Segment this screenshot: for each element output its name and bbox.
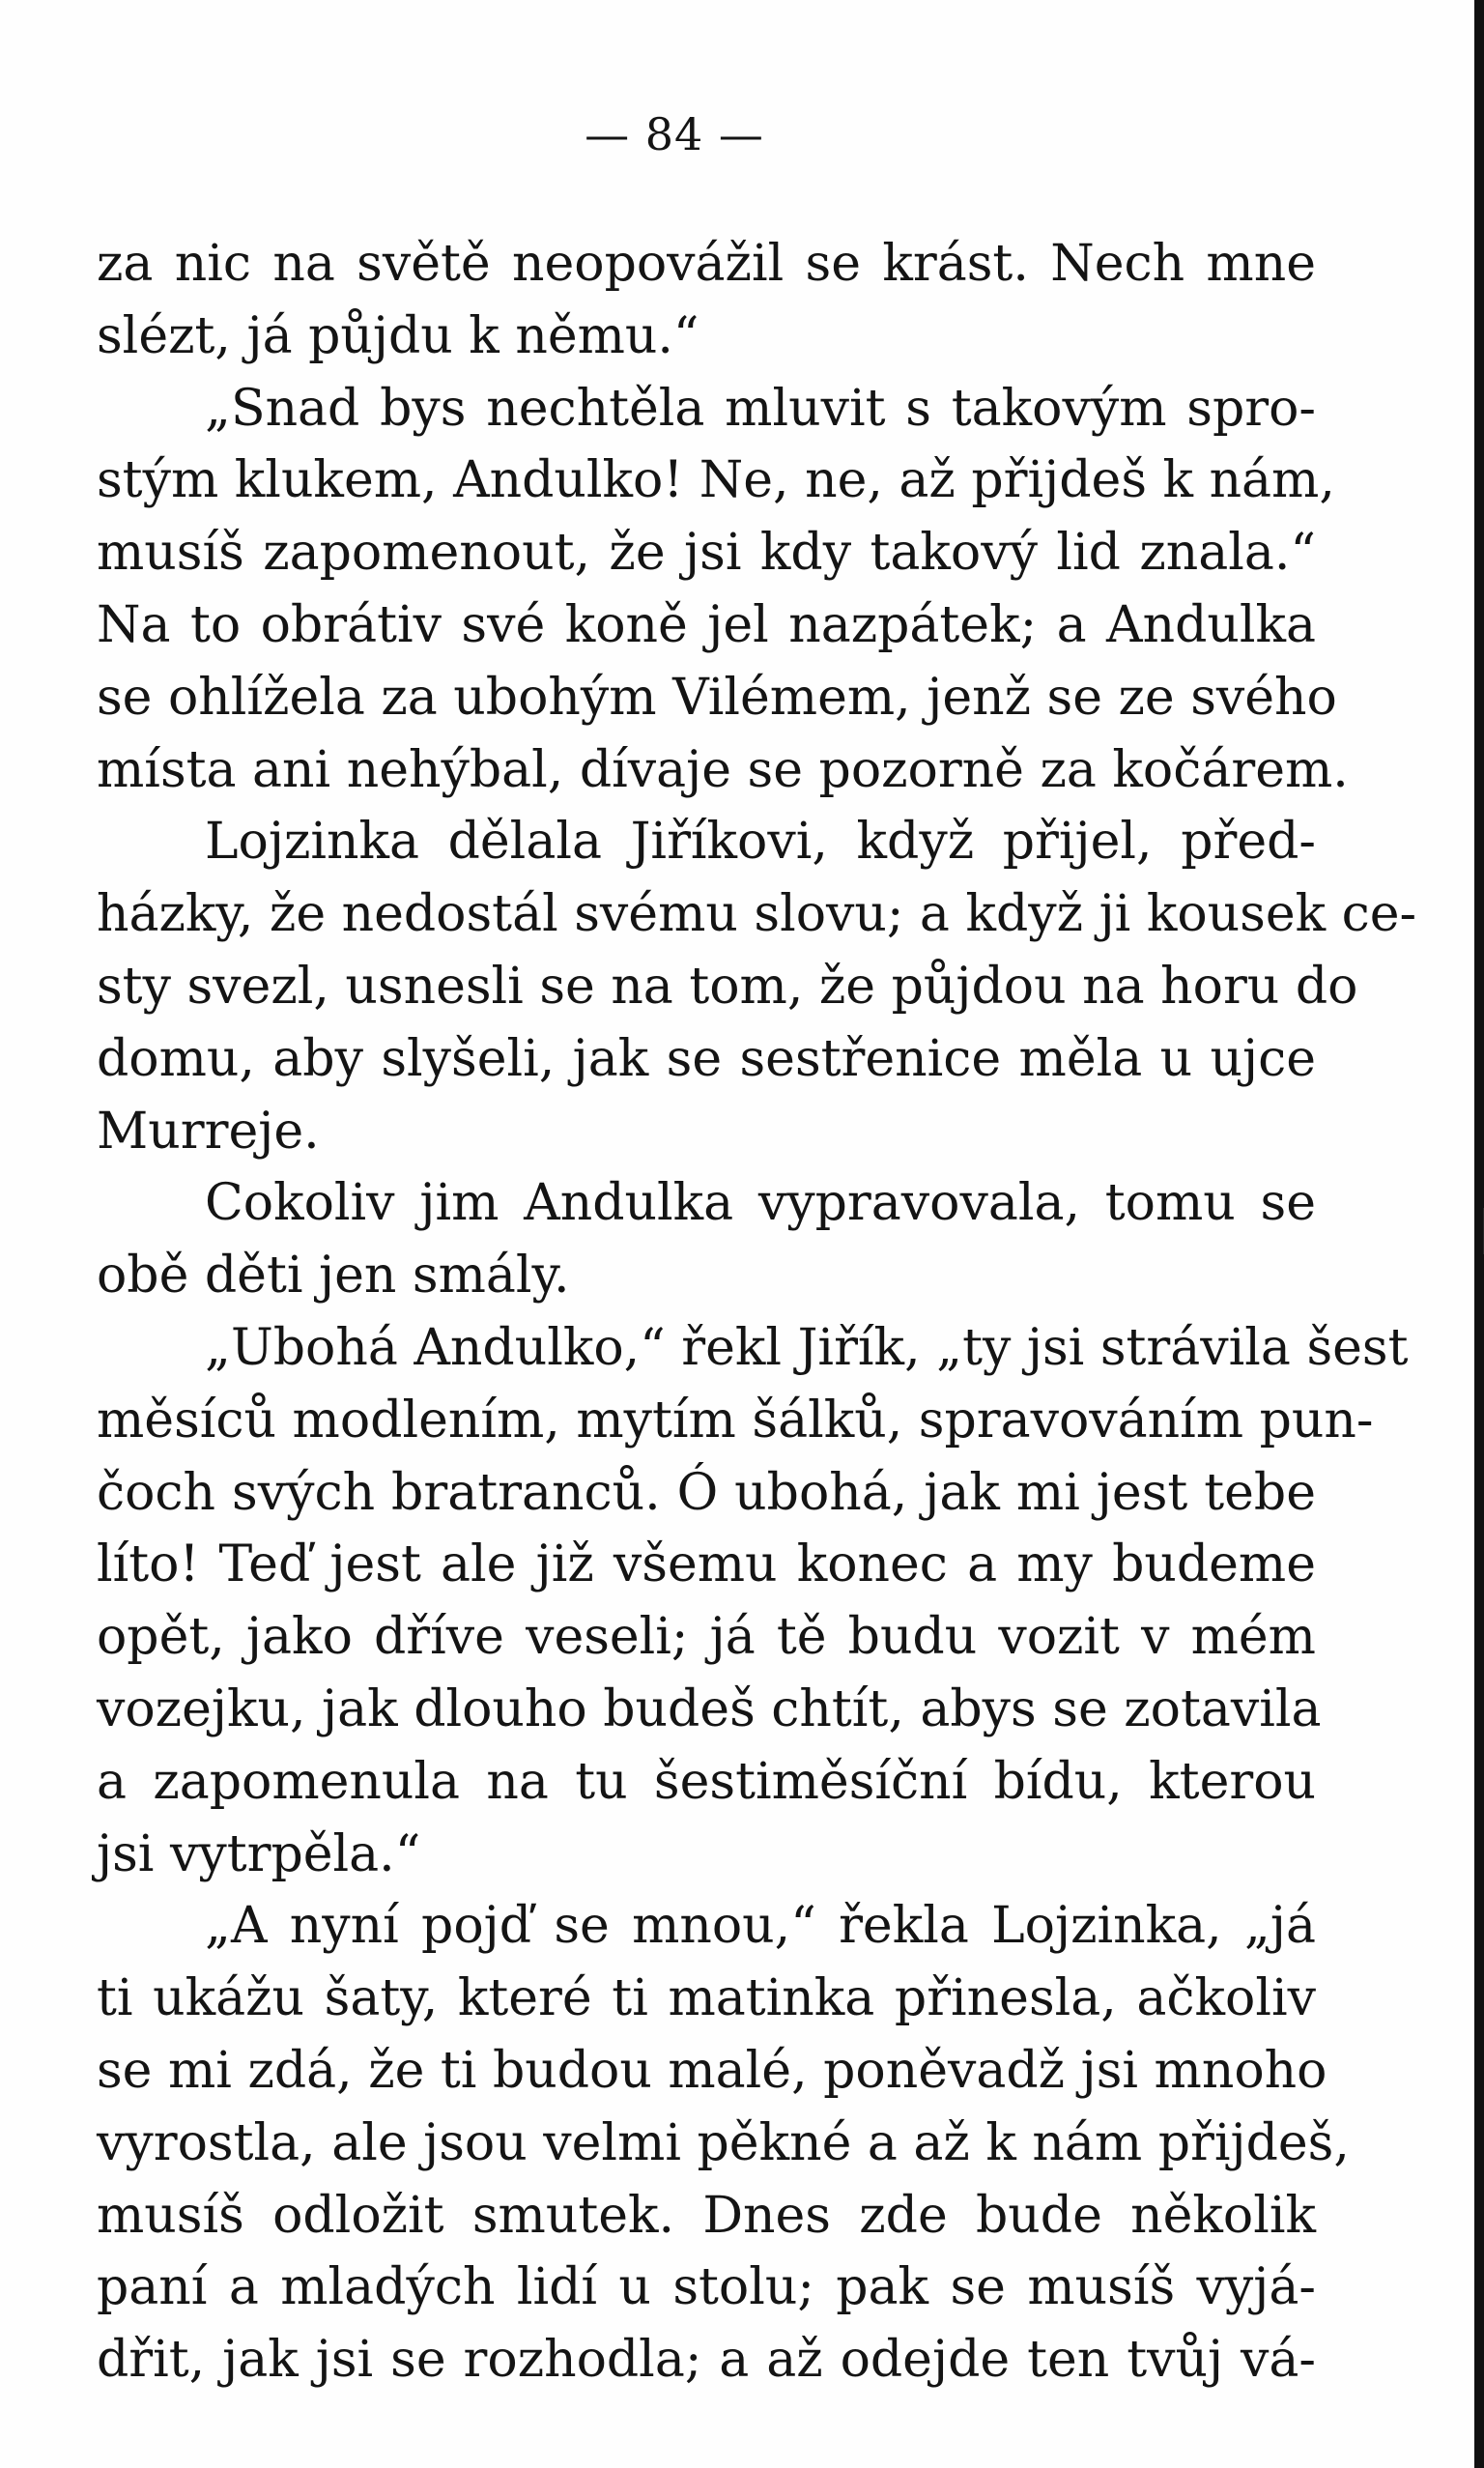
text-line: jsi vytrpěla.“ <box>97 1824 421 1883</box>
text-line: za nic na světě neopovážil se krást. Nech mne <box>97 235 1316 293</box>
text-line: musíš odložit smutek. Dnes zde bude několik <box>97 2186 1316 2245</box>
text-line: opět, jako dříve veseli; já tě budu vozit v mém <box>97 1608 1316 1667</box>
text-line: se mi zdá, že ti budou malé, poněvadž jsi mnoho <box>97 2041 1327 2100</box>
body-text <box>97 228 1417 2396</box>
text-line: stým klukem, Andulko! Ne, ne, až přijdeš k nám, <box>97 451 1335 510</box>
text-line: vyrostla, ale jsou velmi pěkné a až k nám přijdeš, <box>97 2113 1350 2172</box>
text-line: „A nyní pojď se mnou,“ řekla Lojzinka, „já <box>205 1897 1316 1956</box>
text-line: musíš zapomenout, že jsi kdy takový lid znala.“ <box>97 524 1316 583</box>
text-line: měsíců modlením, mytím šálků, spravováním pun- <box>97 1391 1374 1449</box>
text-line: slézt, já půjdu k němu.“ <box>97 306 699 365</box>
text-line: Lojzinka dělala Jiříkovi, když přijel, před- <box>205 813 1316 872</box>
text-line: čoch svých bratranců. Ó ubohá, jak mi jest tebe <box>97 1463 1316 1522</box>
text-line: Na to obrátiv své koně jel nazpátek; a Andulka <box>97 595 1316 654</box>
text-line: sty svezl, usnesli se na tom, že půjdou na horu do <box>97 957 1358 1016</box>
text-line: dřit, jak jsi se rozhodla; a až odejde ten tvůj vá- <box>97 2331 1316 2390</box>
text-line: líto! Teď jest ale již všemu konec a my budeme <box>97 1535 1316 1594</box>
text-line: házky, že nedostál svému slovu; a když ji kousek ce- <box>97 885 1417 944</box>
text-line: obě děti jen smály. <box>97 1247 570 1306</box>
text-line: „Snad bys nechtěla mluvit s takovým spro- <box>205 379 1316 438</box>
text-line: paní a mladých lidí u stolu; pak se musíš vyjá- <box>97 2258 1316 2317</box>
text-line: Murreje. <box>97 1102 320 1161</box>
text-line: ti ukážu šaty, které ti matinka přinesla, ačkoliv <box>97 1969 1316 2028</box>
text-line: místa ani nehýbal, dívaje se pozorně za kočárem. <box>97 740 1349 799</box>
text-line: domu, aby slyšeli, jak se sestřenice měla u ujce <box>97 1029 1316 1088</box>
text-line: a zapomenula na tu šestiměsíční bídu, kterou <box>97 1752 1316 1811</box>
text-line: „Ubohá Andulko,“ řekl Jiřík, „ty jsi strávila šest <box>205 1318 1409 1377</box>
text-line: vozejku, jak dlouho budeš chtít, abys se zotavila <box>97 1679 1322 1738</box>
text-line: se ohlížela za ubohým Vilémem, jenž se ze svého <box>97 668 1337 727</box>
text-line: Cokoliv jim Andulka vypravovala, tomu se <box>205 1174 1316 1233</box>
page-number: — 84 — <box>585 108 764 160</box>
